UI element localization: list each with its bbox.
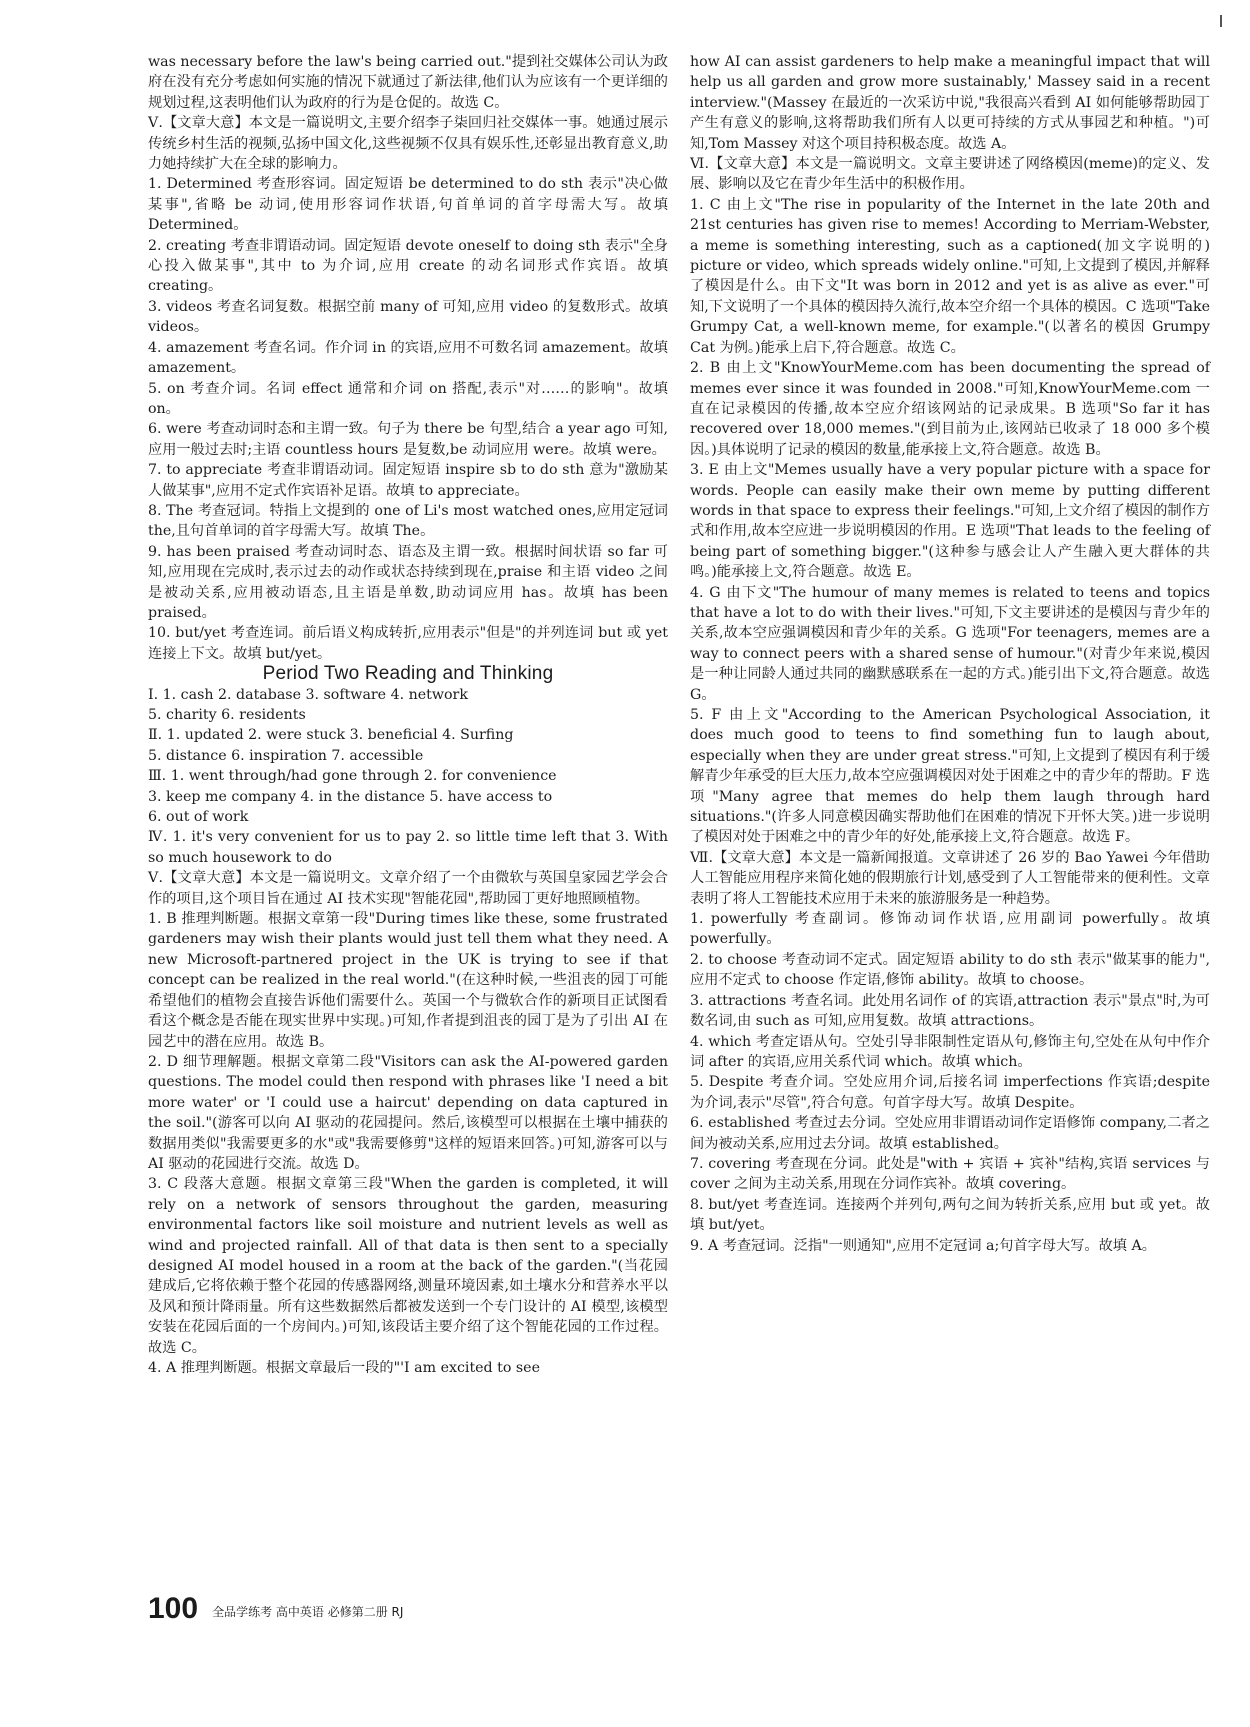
answer-item: 9. A 考查冠词。泛指"一则通知",应用不定冠词 a;句首字母大写。故填 A。 [690, 1237, 1156, 1254]
answer-item: 2. to choose 考查动词不定式。固定短语 ability to do sth 表示"做某事的能力",应用不定式 to choose 作定语,修饰 ability。故填 to choose。 [690, 951, 1210, 989]
answer-line: Ⅳ. 1. it's very convenient for us to pay 2. so little time left that 3. With so much housework to do [148, 829, 668, 866]
section-summary: Ⅵ.【文章大意】本文是一篇说明文。文章主要讲述了网络模因(meme)的定义、发展、影响以及它在青少年生活中的积极作用。 [690, 156, 1210, 193]
answer-item: 6. established 考查过去分词。空处应用非谓语动词作定语修饰 company,二者之间为被动关系,应用过去分词。故填 established。 [690, 1115, 1210, 1152]
answer-line: 5. charity 6. residents [148, 707, 306, 723]
answer-item: 8. The 考查冠词。特指上文提到的 one of Li's most watched ones,应用定冠词 the,且句首单词的首字母需大写。故填 The。 [148, 502, 668, 540]
section-heading: Period Two Reading and Thinking [262, 663, 554, 685]
answer-line: Ⅱ. 1. updated 2. were stuck 3. beneficial 4. Surfing [148, 727, 514, 744]
answer-line: 6. out of work [148, 809, 249, 826]
left-column [148, 52, 668, 1378]
answer-item: 2. creating 考查非谓语动词。固定短语 devote oneself to doing sth 表示"全身心投入做某事",其中 to 为介词,应用 create 的动名词形式作宾语。故填 creating。 [148, 237, 668, 295]
right-column [690, 52, 1210, 1256]
page-footer [148, 1594, 403, 1624]
answer-item: 4. A 推理判断题。根据文章最后一段的"'I am excited to see [148, 1360, 540, 1376]
section-summary: Ⅴ.【文章大意】本文是一篇说明文,主要介绍李子柒回归社交媒体一事。她通过展示传统乡村生活的视频,弘扬中国文化,这些视频不仅具有娱乐性,还彰显出教育意义,助力她持续扩大在全球的影响力。 [148, 115, 668, 173]
answer-line: Ⅰ. 1. cash 2. database 3. software 4. network [148, 686, 468, 703]
answer-item: 4. which 考查定语从句。空处引导非限制性定语从句,修饰主句,空处在从句中作介词 after 的宾语,应用关系代词 which。故填 which。 [690, 1033, 1210, 1070]
answer-item: 5. F 由上文"According to the American Psychological Association, it does much good to teens to find something fun to laugh about, especially when they are under great stress."可知,上文提到了模因有利于缓解青少年承受的巨大压力,故本空应强调模因对处于困难之中的青少年的帮助。F 选项"Many agree that memes do help them laugh through hard situations."(许多人同意模因确实帮助他们在困难的情况下开怀大笑。)进一步说明了模因对处于困难之中的青少年的好处,能承接上文,符合题意。故选 F。 [690, 707, 1210, 846]
answer-item: 4. amazement 考查名词。作介词 in 的宾语,应用不可数名词 amazement。故填 amazement。 [148, 339, 668, 377]
answer-item: 1. Determined 考查形容词。固定短语 be determined to do sth 表示"决心做某事",省略 be 动词,使用形容词作状语,句首单词的首字母需大写。故填 Determined。 [148, 176, 668, 234]
section-summary: Ⅴ.【文章大意】本文是一篇说明文。文章介绍了一个由微软与英国皇家园艺学会合作的项目,这个项目旨在通过 AI 技术实现"智能花园",帮助园丁更好地照顾植物。 [148, 870, 668, 907]
answer-item: 3. C 段落大意题。根据文章第三段"When the garden is completed, it will rely on a network of sensors throughout the garden, measuring environmental factors like soil moisture and nutrient levels as well as wind and projected rainfall. All of that data is then sent to a specially designed AI model housed in a room at the back of the garden."(当花园建成后,它将依赖于整个花园的传感器网络,测量环境因素,如土壤水分和营养水平以及风和预计降雨量。所有这些数据然后都被发送到一个专门设计的 AI 模型,该模型安装在花园后面的一个房间内。)可知,该段话主要介绍了这个智能花园的工作过程。故选 C。 [148, 1176, 668, 1356]
answer-item: 7. covering 考查现在分词。此处是"with + 宾语 + 宾补"结构,宾语 services 与 cover 之间为主动关系,用现在分词作宾补。故填 covering。 [690, 1155, 1210, 1193]
answer-item: 1. C 由上文"The rise in popularity of the Internet in the late 20th and 21st centuries has given rise to memes! According to Merriam-Webster, a meme is something interesting, such as a captioned(加文字说明的) picture or video, which spreads widely online."可知,上文提到了模因,并解释了模因是什么。由下文"It was born in 2012 and yet is as alive as ever."可知,下文说明了一个具体的模因持久流行,故本空介绍一个具体的模因。C 选项"Take Grumpy Cat, a well-known meme, for example."(以著名的模因 Grumpy Cat 为例。)能承上启下,符合题意。故选 C。 [690, 196, 1210, 356]
answer-item: 4. G 由下文"The humour of many memes is related to teens and topics that have a lot to do with their lives."可知,下文主要讲述的是模因与青少年的关系,故本空应强调模因和青少年的关系。G 选项"For teenagers, memes are a way to connect peers with a shared sense of humour."(对青少年来说,模因是一种让同龄人通过共同的幽默感联系在一起的方式。)能引出下文,符合题意。故选 G。 [690, 584, 1210, 703]
answer-line: 5. distance 6. inspiration 7. accessible [148, 747, 424, 764]
answer-line: Ⅲ. 1. went through/had gone through 2. for convenience [148, 768, 557, 785]
answer-item: 3. attractions 考查名词。此处用名词作 of 的宾语,attraction 表示"景点"时,为可数名词,由 such as 可知,应用复数。故填 attractions。 [690, 992, 1210, 1030]
answer-item: 9. has been praised 考查动词时态、语态及主谓一致。根据时间状语 so far 可知,应用现在完成时,表示过去的动作或状态持续到现在,praise 和主语 video 之间是被动关系,应用被动语态,且主语是单数,助动词应用 has。故填 has been praised。 [148, 543, 668, 621]
answer-item: 6. were 考查动词时态和主谓一致。句子为 there be 句型,结合 a year ago 可知,应用一般过去时;主语 countless hours 是复数,be 动词应用 were。故填 were。 [148, 421, 668, 458]
paragraph: how AI can assist gardeners to help make a meaningful impact that will help us all garden and grow more sustainably,' Massey said in a recent interview."(Massey 在最近的一次采访中说,"我很高兴看到 AI 如何能够帮助园丁产生有意义的影响,这将帮助我们所有人以更可持续的方式从事园艺和种植。")可知,Tom Massey 对这个项目持积极态度。故选 A。 [690, 54, 1210, 152]
book-info: 全品学练考 高中英语 必修第二册 RJ [212, 1605, 404, 1619]
section-summary: Ⅶ.【文章大意】本文是一篇新闻报道。文章讲述了 26 岁的 Bao Yawei 今年借助人工智能应用程序来简化她的假期旅行计划,感受到了人工智能带来的便利性。文章表明了将人工智能技术应用于未来的旅游服务是一种趋势。 [690, 849, 1210, 907]
answer-item: 5. on 考查介词。名词 effect 通常和介词 on 搭配,表示"对……的影响"。故填 on。 [148, 380, 668, 417]
answer-item: 3. E 由上文"Memes usually have a very popular picture with a space for words. People can easily make their own meme by putting different words in that space to express their feelings."可知,上文介绍了模因的制作方式和作用,故本空应进一步说明模因的作用。E 选项"That leads to the feeling of being part of something bigger."(这种参与感会让人产生融入更大群体的共鸣。)能承接上文,符合题意。故选 E。 [690, 462, 1210, 581]
answer-item: 3. videos 考查名词复数。根据空前 many of 可知,应用 video 的复数形式。故填 videos。 [148, 298, 668, 336]
answer-item: 8. but/yet 考查连词。连接两个并列句,两句之间为转折关系,应用 but 或 yet。故填 but/yet。 [690, 1196, 1210, 1234]
answer-item: 1. powerfully 考查副词。修饰动词作状语,应用副词 powerfully。故填 powerfully。 [690, 911, 1210, 948]
answer-item: 7. to appreciate 考查非谓语动词。固定短语 inspire sb to do sth 意为"激励某人做某事",应用不定式作宾语补足语。故填 to appreciate。 [148, 462, 668, 499]
answer-item: 5. Despite 考查介词。空处应用介词,后接名词 imperfections 作宾语;despite 为介词,表示"尽管",符合句意。句首字母大写。故填 Despite。 [690, 1074, 1210, 1111]
answer-line: 3. keep me company 4. in the distance 5. have access to [148, 788, 553, 805]
paragraph: was necessary before the law's being carried out."提到社交媒体公司认为政府在没有充分考虑如何实施的情况下就通过了新法律,他们认为应该有一个更详细的规划过程,这表明他们认为政府的行为是仓促的。故选 C。 [148, 54, 668, 111]
corner-mark [1220, 15, 1222, 27]
answer-item: 1. B 推理判断题。根据文章第一段"During times like these, some frustrated gardeners may wish their plants would just tell them what they need. A new Microsoft-partnered project in the UK is trying to see if that concept can be realized in the real world."(在这种时候,一些沮丧的园丁可能希望他们的植物会直接告诉他们需要什么。英国一个与微软合作的新项目正试图看看这个概念是否能在现实世界中实现。)可知,作者提到沮丧的园丁是为了引出 AI 在园艺中的潜在应用。故选 B。 [148, 911, 668, 1050]
answer-item: 10. but/yet 考查连词。前后语义构成转折,应用表示"但是"的并列连词 but 或 yet 连接上下文。故填 but/yet。 [148, 625, 668, 662]
page-number: 100 [148, 1592, 199, 1625]
answer-item: 2. D 细节理解题。根据文章第二段"Visitors can ask the AI-powered garden questions. The model could then respond with phrases like 'I need a bit more water' or 'I could use a haircut' depending on data captured in the soil."(游客可以向 AI 驱动的花园提问。然后,该模型可以根据在土壤中捕获的数据用类似"我需要更多的水"或"我需要修剪"这样的短语来回答。)可知,游客可以与 AI 驱动的花园进行交流。故选 D。 [148, 1053, 668, 1172]
answer-item: 2. B 由上文"KnowYourMeme.com has been documenting the spread of memes ever since it was founded in 2008."可知,KnowYourMeme.com 一直在记录模因的传播,故本空应介绍该网站的记录成果。B 选项"So far it has recovered over 18,000 memes."(到目前为止,该网站已收录了 18 000 多个模因。)具体说明了记录的模因的数量,能承接上文,符合题意。故选 B。 [690, 360, 1210, 458]
